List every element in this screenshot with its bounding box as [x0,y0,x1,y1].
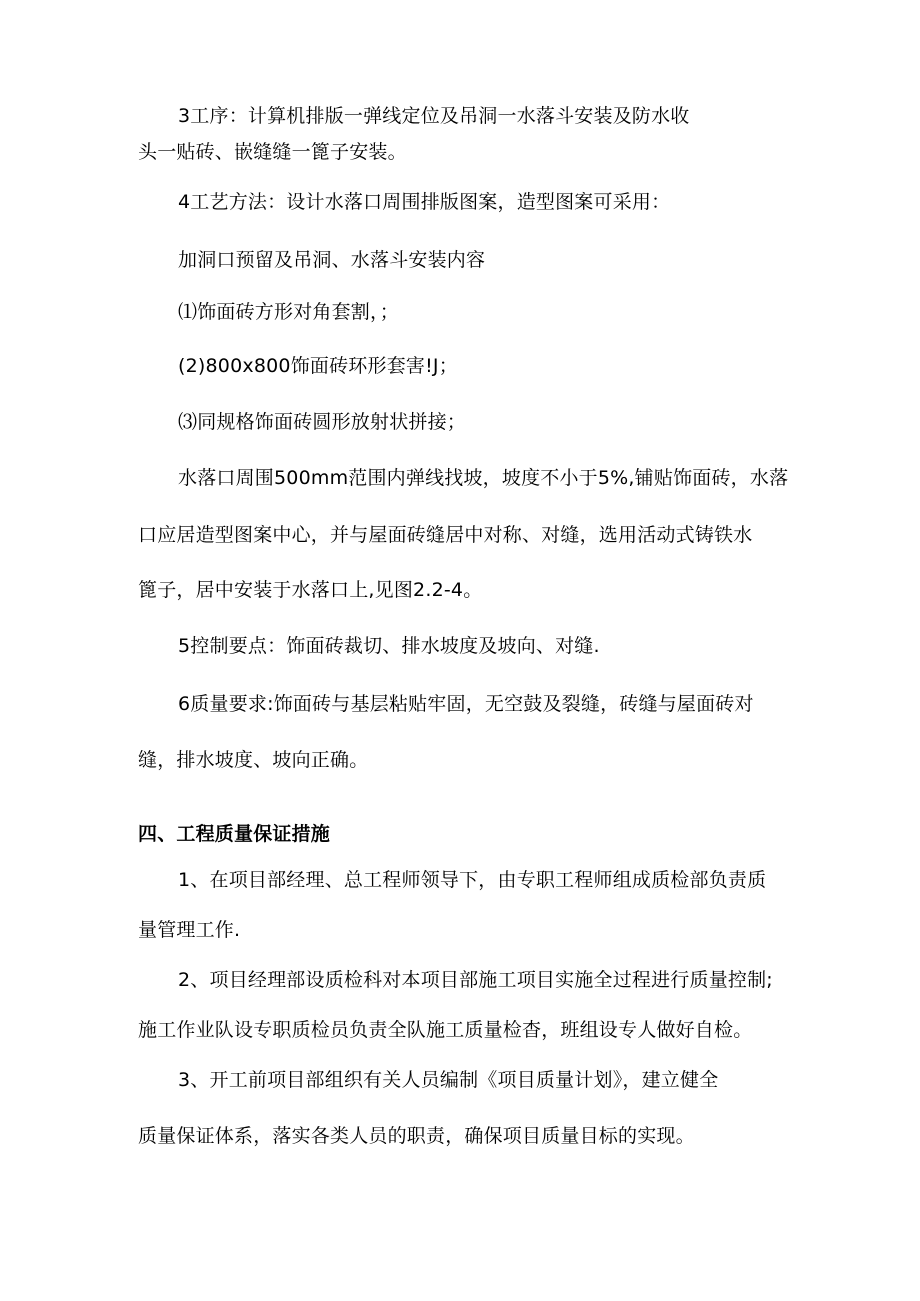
text-line-measure-3: 3、开工前项目部组织有关人员编制《项目质量计划》，建立健全 [178,1069,719,1091]
section-heading: 四、工程质量保证措施 [138,823,331,845]
text-line-measure-1: 1、在项目部经理、总工程师领导下，由专职工程师组成质检部负责质 [178,869,767,891]
text-line-quality-req-cont: 缝，排水坡度、坡向正确。 [138,749,369,771]
text-line-measure-2: 2、项目经理部设质检科对本项目部施工项目实施全过程进行质量控制; [178,969,773,991]
text-line-quality-req: 6质量要求:饰面砖与基层粘贴牢固，无空鼓及裂缝，砖缝与屋面砖对 [178,693,754,715]
text-line-item-2: (2)800x800饰面砖环形套害!J； [178,355,458,377]
text-line-measure-2-cont: 施工作业队设专职质检员负责全队施工质量检杳，班组设专人做好自检。 [138,1019,753,1041]
text-line-process-cont: 头一贴砖、嵌缝缝一篦子安装。 [138,141,407,163]
text-line-process: 3工序：计算机排版一弹线定位及吊洞一水落斗安装及防水收 [178,105,690,127]
text-line-measure-3-cont: 质量保证体系，落实各类人员的职责，确保项目质量目标的实现。 [138,1125,695,1147]
text-line-measure-1-cont: 量管理工作. [138,919,241,941]
text-line-method: 4工艺方法：设计水落口周围排版图案，造型图案可采用： [178,191,671,213]
text-line-hole: 加洞口预留及吊洞、水落斗安装内容 [178,249,486,271]
text-line-item-1: ⑴饰面砖方形对角套割，； [178,301,399,323]
text-line-slope-cont-1: 口应居造型图案中心，并与屋面砖缝居中对称、对缝，选用活动式铸铁水 [138,524,753,546]
text-line-slope-cont-2: 篦子，居中安装于水落口上,见图2.2-4。 [138,579,483,601]
text-line-item-3: ⑶同规格饰面砖圆形放射状拼接； [178,411,467,433]
text-line-control-points: 5控制要点：饰面砖裁切、排水坡度及坡向、对缝. [178,635,600,657]
text-line-slope: 水落口周围500mm范围内弹线找坡，坡度不小于5%,铺贴饰面砖，水落 [178,467,789,489]
